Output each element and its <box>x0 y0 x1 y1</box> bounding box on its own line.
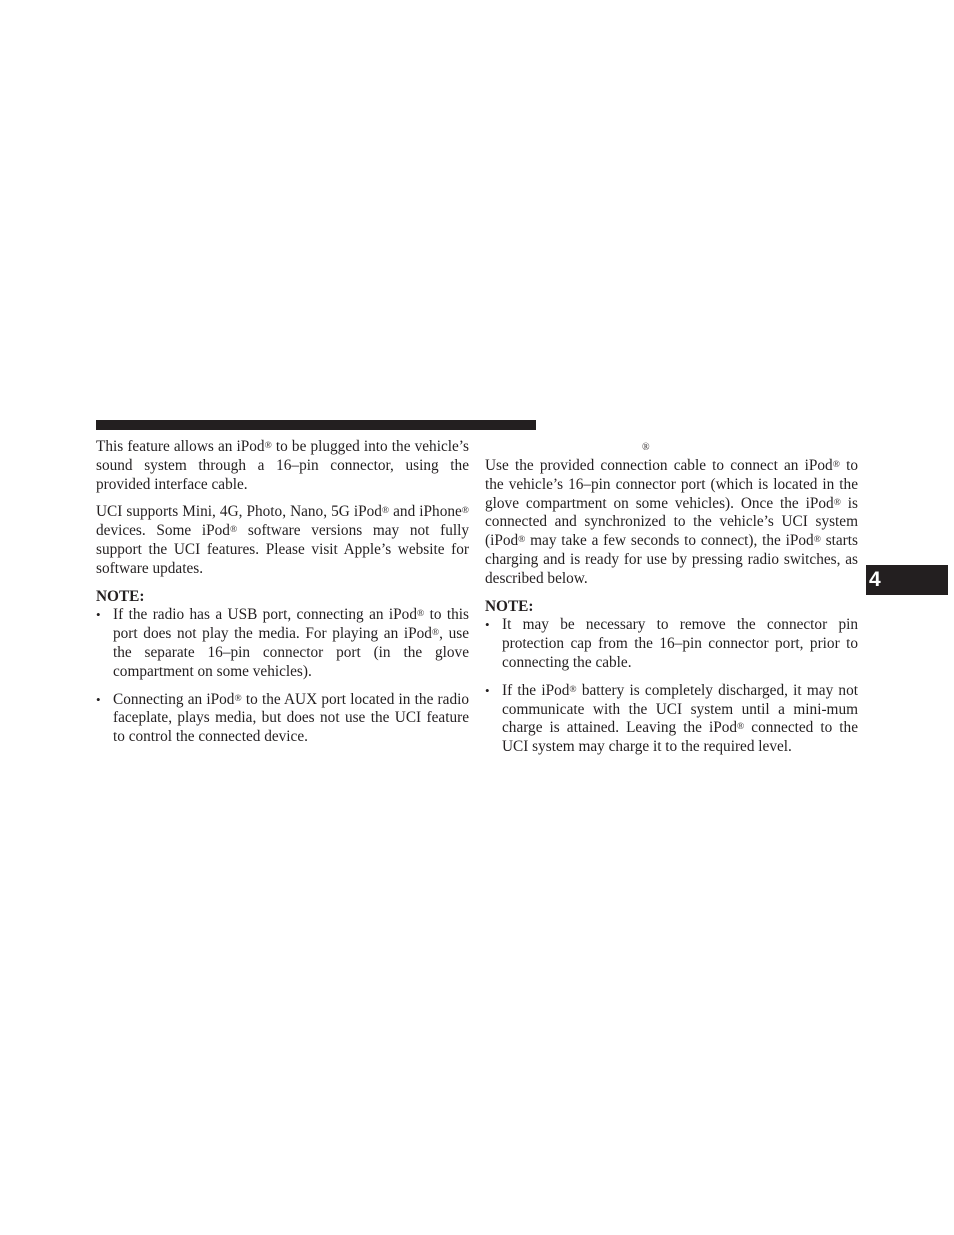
left-column <box>96 438 469 747</box>
chapter-tab: 4 <box>866 565 948 595</box>
note-label: NOTE: <box>96 587 145 605</box>
bullet-icon: • <box>96 607 101 623</box>
bullet-icon: • <box>485 682 490 698</box>
section-header-rule <box>96 420 536 430</box>
right-column <box>485 438 858 757</box>
note-label: NOTE: <box>485 597 534 615</box>
note-item: • If the iPod® battery is completely discharged, it may not communicate with the UCI system until a mini-mum charge is attained. Leaving the iPod® connected to the UCI system may charge it to the required level. <box>485 681 858 756</box>
note-list <box>485 616 858 757</box>
bullet-icon: • <box>485 617 490 633</box>
subheading-registered-mark: ® <box>642 442 650 453</box>
note-item: • If the radio has a USB port, connecting an iPod® to this port does not play the media. For playing an iPod®, use the separate 16–pin connector port (in the glove compartment on some vehicles). <box>96 606 470 680</box>
supported-devices-paragraph: UCI supports Mini, 4G, Photo, Nano, 5G iPod® and iPhone® devices. Some iPod® software versions may not fully support the UCI features. Please visit Apple’s website for software updates. <box>96 503 470 577</box>
bullet-icon: • <box>96 691 101 707</box>
note-list <box>96 606 469 747</box>
note-item: • Connecting an iPod® to the AUX port located in the radio faceplate, plays media, but does not use the UCI feature to control the connected device. <box>96 690 469 746</box>
connection-paragraph: Use the provided connection cable to connect an iPod® to the vehicle’s 16–pin connector port (which is located in the glove compartment on some vehicles). Once the iPod® is connected and synchronized to the vehicle’s UCI system (iPod® may take a few seconds to connect), the iPod® starts charging and is ready for use by pressing radio switches, as described below. <box>485 457 858 587</box>
intro-paragraph: This feature allows an iPod® to be plugged into the vehicle’s sound system through a 16–pin connector, using the provided interface cable. <box>96 438 469 493</box>
note-item: • It may be necessary to remove the connector pin protection cap from the 16–pin connector port, prior to connecting the cable. <box>485 616 858 671</box>
